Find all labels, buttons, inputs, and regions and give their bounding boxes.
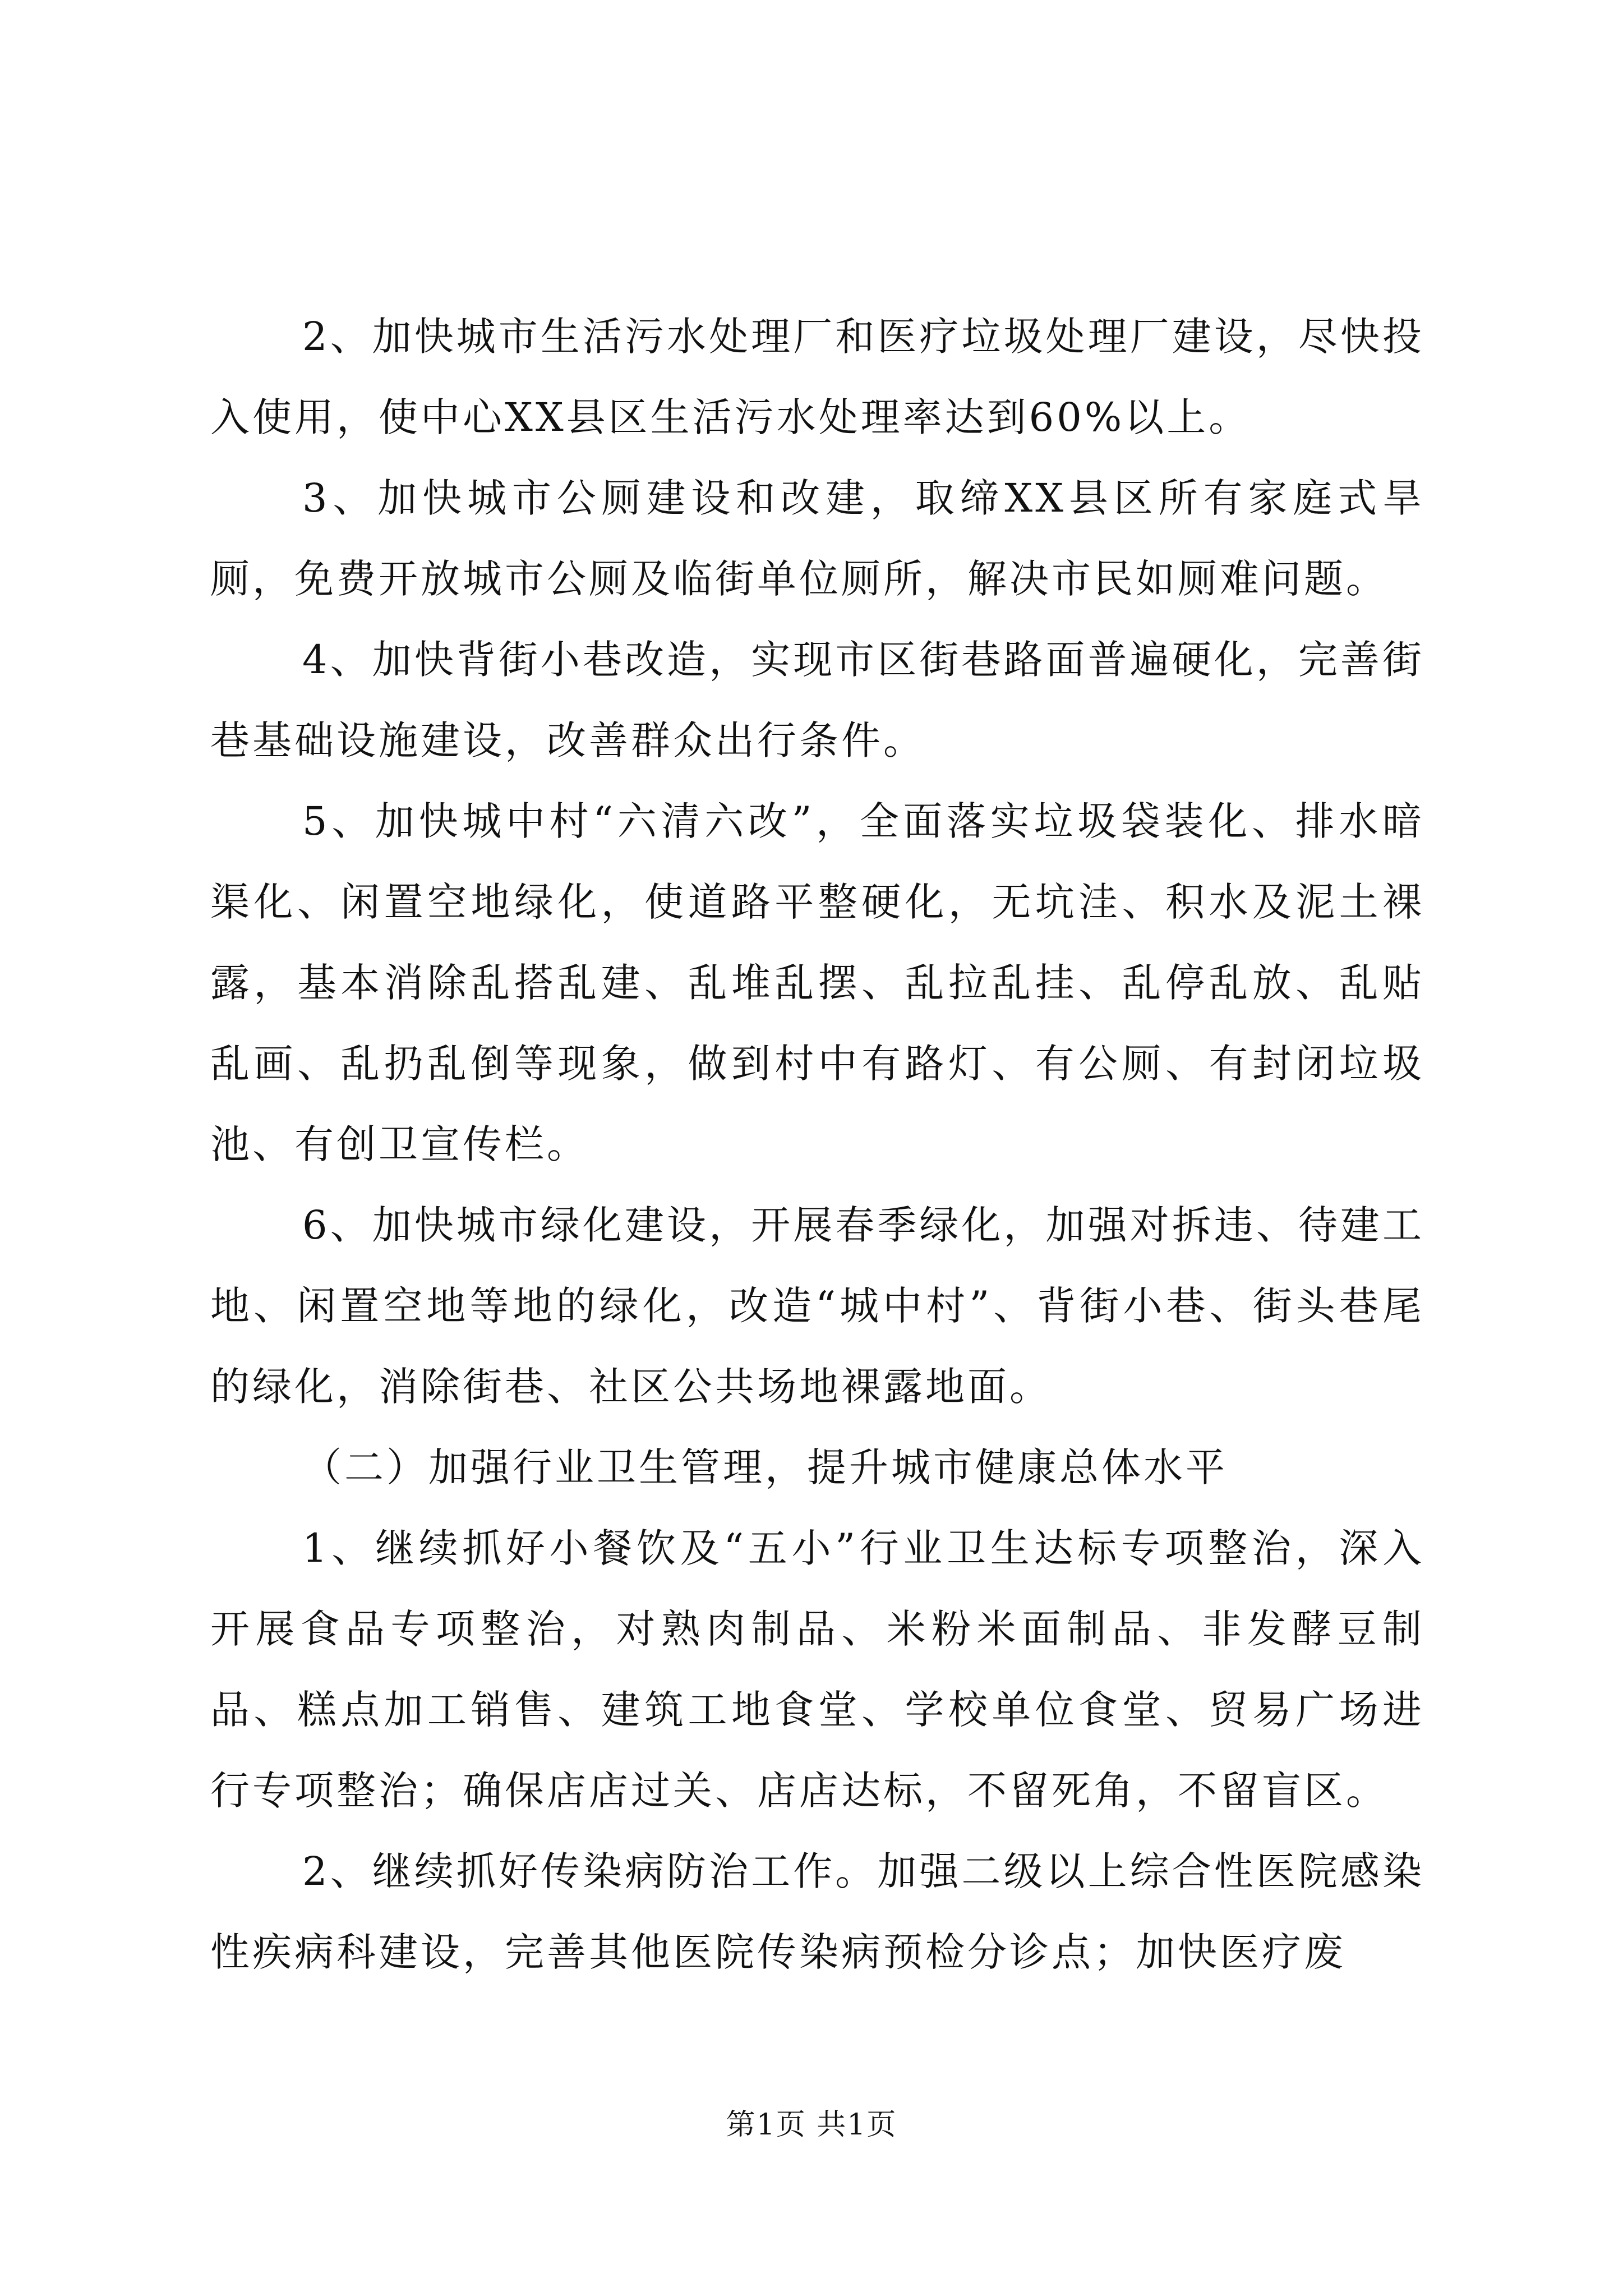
paragraph-item-1: 1、继续抓好小餐饮及“五小”行业卫生达标专项整治，深入开展食品专项整治，对熟肉制品、米粉米面制品、非发酵豆制品、糕点加工销售、建筑工地食堂、学校单位食堂、贸易广场进行专项整治；确保店店过关、店店达标，不留死角，不留盲区。 — [210, 1525, 1424, 1814]
paragraph-item-4: 4、加快背街小巷改造，实现市区街巷路面普遍硬化，完善街巷基础设施建设，改善群众出行条件。 — [210, 637, 1424, 763]
paragraph-item-3: 3、加快城市公厕建设和改建，取缔XX县区所有家庭式旱厕，免费开放城市公厕及临街单位厕所，解决市民如厕难问题。 — [210, 475, 1424, 602]
paragraph-item-6: 6、加快城市绿化建设，开展春季绿化，加强对拆违、待建工地、闲置空地等地的绿化，改造“城中村”、背街小巷、街头巷尾的绿化，消除街巷、社区公共场地裸露地面。 — [210, 1202, 1424, 1410]
page-footer: 第1页 共1页 — [726, 2108, 897, 2142]
document-body — [210, 296, 1424, 1993]
paragraph-item-2: 2、加快城市生活污水处理厂和医疗垃圾处理厂建设，尽快投入使用，使中心XX县区生活污水处理率达到60%以上。 — [210, 314, 1424, 440]
paragraph-item-5: 5、加快城中村“六清六改”，全面落实垃圾袋装化、排水暗渠化、闲置空地绿化，使道路平整硬化，无坑洼、积水及泥土裸露，基本消除乱搭乱建、乱堆乱摆、乱拉乱挂、乱停乱放、乱贴乱画、乱扔乱倒等现象，做到村中有路灯、有公厕、有封闭垃圾池、有创卫宣传栏。 — [210, 798, 1424, 1167]
section-heading: （二）加强行业卫生管理，提升城市健康总体水平 — [302, 1444, 1228, 1490]
paragraph-item-2b: 2、继续抓好传染病防治工作。加强二级以上综合性医院感染性疾病科建设，完善其他医院传染病预检分诊点；加快医疗废 — [210, 1848, 1424, 1975]
